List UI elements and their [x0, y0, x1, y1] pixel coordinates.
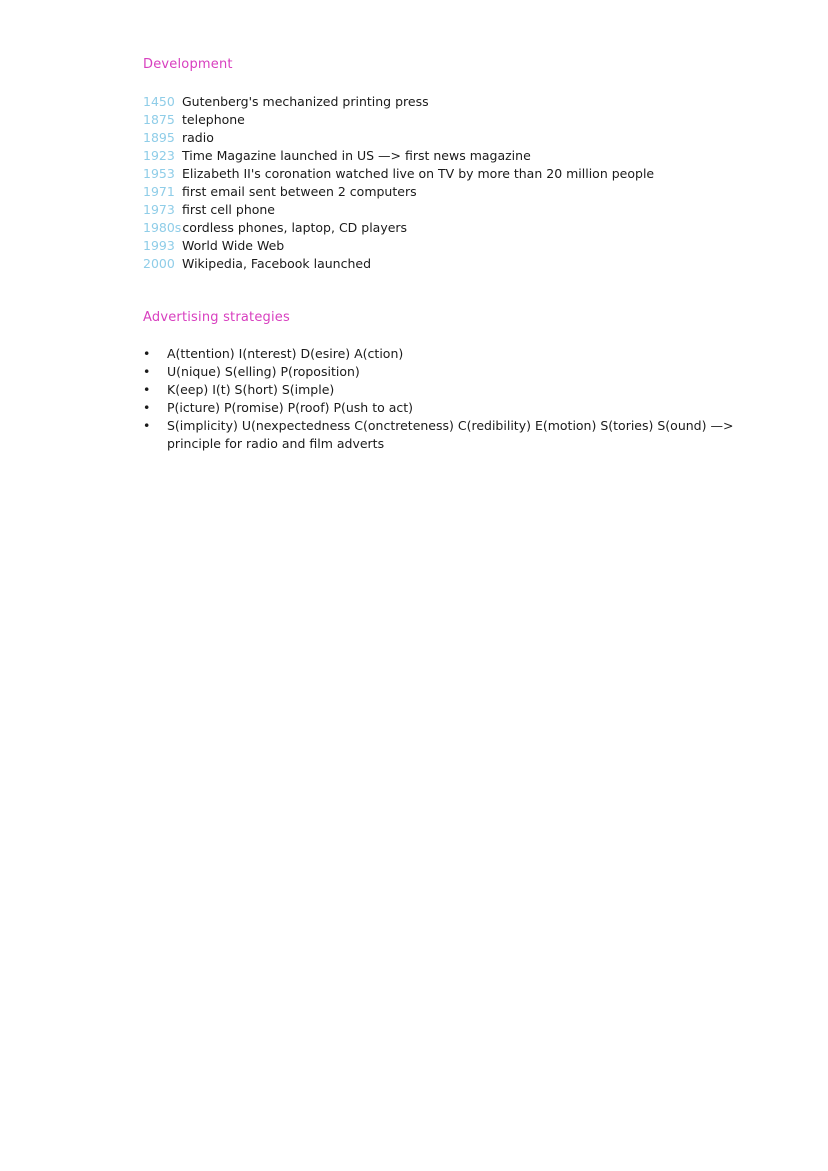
list-item — [143, 363, 763, 381]
timeline-year: 1980s — [143, 220, 182, 235]
bullet-icon: • — [143, 346, 151, 361]
timeline-event: Wikipedia, Facebook launched — [182, 256, 372, 271]
timeline-event: Gutenberg's mechanized printing press — [182, 94, 429, 109]
bullet-icon: • — [143, 382, 151, 397]
timeline-item — [143, 93, 654, 111]
timeline-item — [143, 219, 654, 237]
timeline-event: first cell phone — [182, 202, 275, 217]
timeline-event: radio — [182, 130, 214, 145]
strategy-text: A(ttention) I(nterest) D(esire) A(ction) — [167, 346, 404, 361]
list-item — [143, 381, 763, 399]
timeline-item — [143, 129, 654, 147]
list-item — [143, 345, 763, 363]
timeline-item — [143, 237, 654, 255]
list-item — [143, 399, 763, 417]
list-item — [143, 417, 763, 453]
timeline-year: 1993 — [143, 238, 175, 253]
development-timeline — [143, 93, 654, 273]
timeline-year: 1450 — [143, 94, 175, 109]
timeline-item — [143, 147, 654, 165]
strategy-text: P(icture) P(romise) P(roof) P(ush to act) — [167, 400, 414, 415]
timeline-year: 1875 — [143, 112, 175, 127]
bullet-icon: • — [143, 364, 151, 379]
timeline-item — [143, 111, 654, 129]
development-heading: Development — [143, 57, 233, 72]
timeline-item — [143, 255, 654, 273]
timeline-event: Elizabeth II's coronation watched live on TV by more than 20 million people — [182, 166, 655, 181]
timeline-year: 2000 — [143, 256, 175, 271]
timeline-item — [143, 183, 654, 201]
advertising-heading: Advertising strategies — [143, 310, 290, 325]
timeline-item — [143, 201, 654, 219]
timeline-year: 1973 — [143, 202, 175, 217]
timeline-item — [143, 165, 654, 183]
bullet-icon: • — [143, 418, 151, 433]
strategy-text: K(eep) I(t) S(hort) S(imple) — [167, 382, 335, 397]
timeline-year: 1971 — [143, 184, 175, 199]
strategy-text: S(implicity) U(nexpectedness C(onctreteness) C(redibility) E(motion) S(tories) S(ound) —> principle for radio and film adverts — [167, 418, 734, 451]
strategy-text: U(nique) S(elling) P(roposition) — [167, 364, 360, 379]
timeline-event: first email sent between 2 computers — [182, 184, 417, 199]
timeline-event: telephone — [182, 112, 245, 127]
advertising-strategies-list — [143, 345, 763, 453]
timeline-year: 1953 — [143, 166, 175, 181]
timeline-year: 1895 — [143, 130, 175, 145]
timeline-event: cordless phones, laptop, CD players — [182, 220, 408, 235]
timeline-event: Time Magazine launched in US —> first news magazine — [182, 148, 531, 163]
timeline-year: 1923 — [143, 148, 175, 163]
bullet-icon: • — [143, 400, 151, 415]
timeline-event: World Wide Web — [182, 238, 285, 253]
